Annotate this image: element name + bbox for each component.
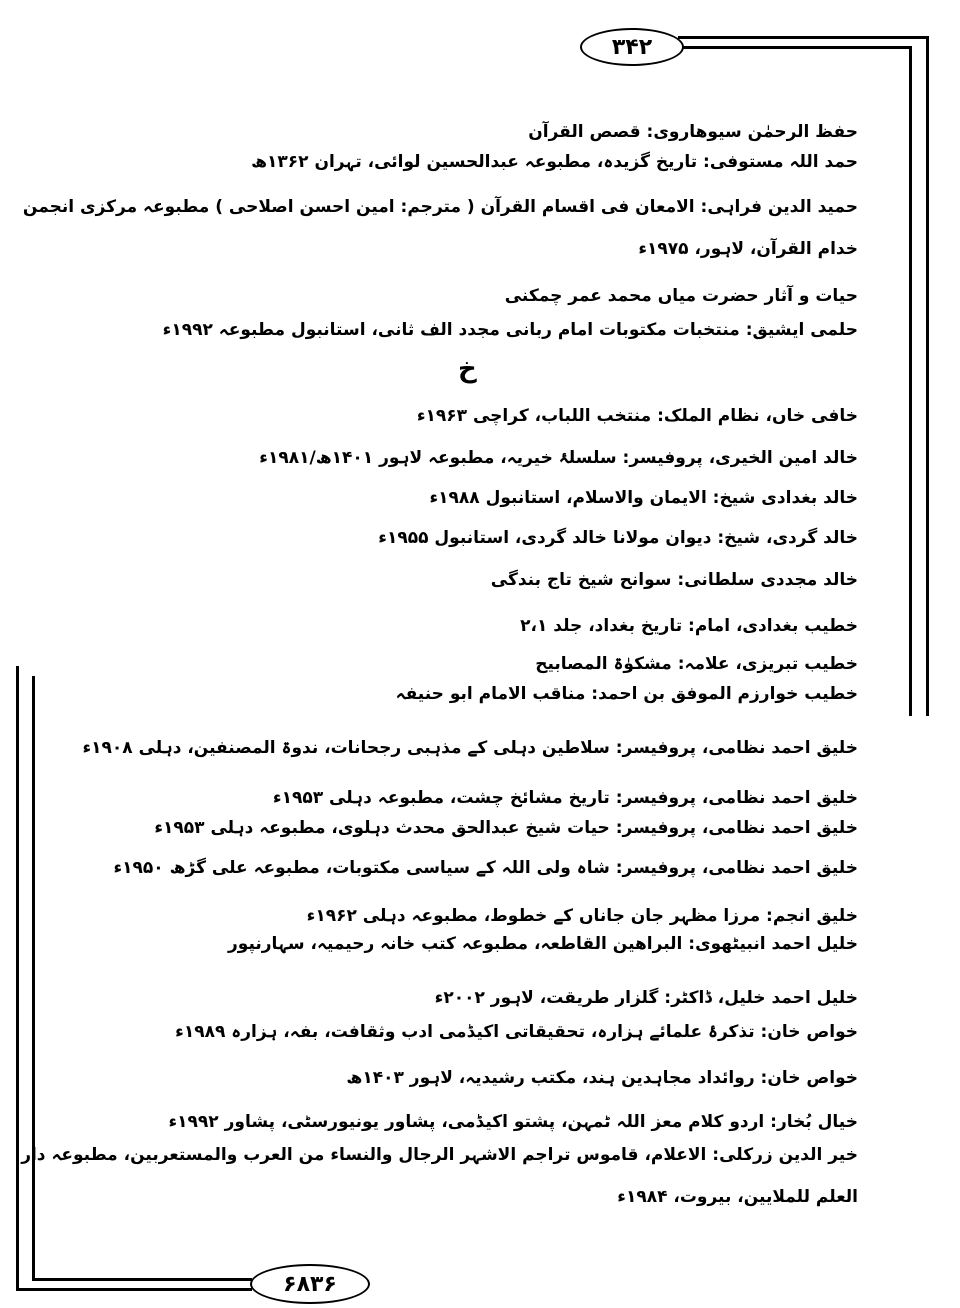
list-item: خلیل احمد انبیٹھوی: البراھین القاطعہ، مطبوعہ کتب خانہ رحیمیہ، سہارنپور	[228, 934, 858, 954]
list-item: حمید الدین فراہی: الامعان فی اقسام القرآن ( مترجم: امین احسن اصلاحی ) مطبوعہ مرکزی انجمن خدام القرآن، لاہور، ۱۹۷۵ء	[22, 197, 858, 259]
list-item: حیات و آثار حضرت میاں محمد عمر چمکنی	[504, 286, 858, 306]
frame-right-line-outer	[926, 36, 929, 716]
list-item: خیر الدین زرکلی: الاعلام، قاموس تراجم الاشہر الرجال والنساء من العرب والمستعربین، مطبوعہ دار العلم للملایین، بیروت، ۱۹۸۴ء	[21, 1145, 858, 1207]
list-item: حمد اللہ مستوفی: تاریخ گزیدہ، مطبوعہ عبدالحسین لوائی، تہران ۱۳۶۲ھ	[251, 152, 858, 172]
list-item: خیال بُخار: اردو کلام معز اللہ ٹمہن، پشتو اکیڈمی، پشاور یونیورسٹی، پشاور ۱۹۹۲ء	[168, 1112, 858, 1132]
list-item: خلیق احمد نظامی، پروفیسر: شاہ ولی اللہ کے سیاسی مکتوبات، مطبوعہ علی گڑھ ۱۹۵۰ء	[113, 858, 858, 878]
list-item: خواص خان: روائداد مجاہدین ہند، مکتب رشیدیہ، لاہور ۱۴۰۳ھ	[346, 1068, 858, 1088]
list-item: خلیق احمد نظامی، پروفیسر: سلاطین دہلی کے مذہبی رجحانات، ندوۃ المصنفین، دہلی ۱۹۰۸ء	[82, 738, 858, 758]
list-item: خالد امین الخیری، پروفیسر: سلسلۂ خیریہ، مطبوعہ لاہور ۱۴۰۱ھ/۱۹۸۱ء	[259, 448, 858, 468]
list-item: خالد بغدادی شیخ: الایمان والاسلام، استانبول ۱۹۸۸ء	[429, 488, 858, 508]
section-letter: خ	[458, 354, 477, 384]
list-item: خافی خاں، نظام الملک: منتخب اللباب، کراچی ۱۹۶۳ء	[416, 406, 858, 426]
list-item: خلیل احمد خلیل، ڈاکٹر: گلزار طریقت، لاہور ۲۰۰۲ء	[434, 988, 858, 1008]
list-item: خلیق احمد نظامی، پروفیسر: تاریخ مشائخ چشت، مطبوعہ دہلی ۱۹۵۳ء	[272, 788, 858, 808]
page-number-top: ۳۴۲	[580, 28, 684, 66]
page-number-bottom: ۶۸۳۶	[250, 1264, 370, 1304]
list-item: حفظ الرحمٰن سیوھاروی: قصص القرآن	[528, 122, 858, 142]
list-item: خالد مجددی سلطانی: سوانح شیخ تاج بندگی	[490, 570, 858, 590]
bibliography-list	[20, 0, 858, 1308]
frame-right-line-inner	[909, 46, 912, 716]
list-item: خلیق انجم: مرزا مظہر جان جاناں کے خطوط، مطبوعہ دہلی ۱۹۶۲ء	[306, 906, 858, 926]
list-item: خواص خان: تذکرۂ علمائے ہزارہ، تحقیقاتی اکیڈمی ادب وثقافت، بفہ، ہزارہ ۱۹۸۹ء	[175, 1022, 858, 1042]
list-item: خطیب بغدادی، امام: تاریخ بغداد، جلد ۲،۱	[520, 616, 858, 636]
list-item: خطیب تبریزی، علامہ: مشکوٰۃ المصابیح	[535, 654, 858, 674]
list-item: حلمی ایشیق: منتخبات مکتوبات امام ربانی مجدد الف ثانی، استانبول مطبوعہ ۱۹۹۲ء	[162, 320, 858, 340]
list-item: خالد گردی، شیخ: دیوان مولانا خالد گردی، استانبول ۱۹۵۵ء	[378, 528, 858, 548]
list-item: خطیب خوارزم الموفق بن احمد: مناقب الامام ابو حنیفہ	[395, 684, 858, 704]
list-item: خلیق احمد نظامی، پروفیسر: حیات شیخ عبدالحق محدث دہلوی، مطبوعہ دہلی ۱۹۵۳ء	[154, 818, 858, 838]
frame-left-line-outer	[16, 666, 19, 1290]
